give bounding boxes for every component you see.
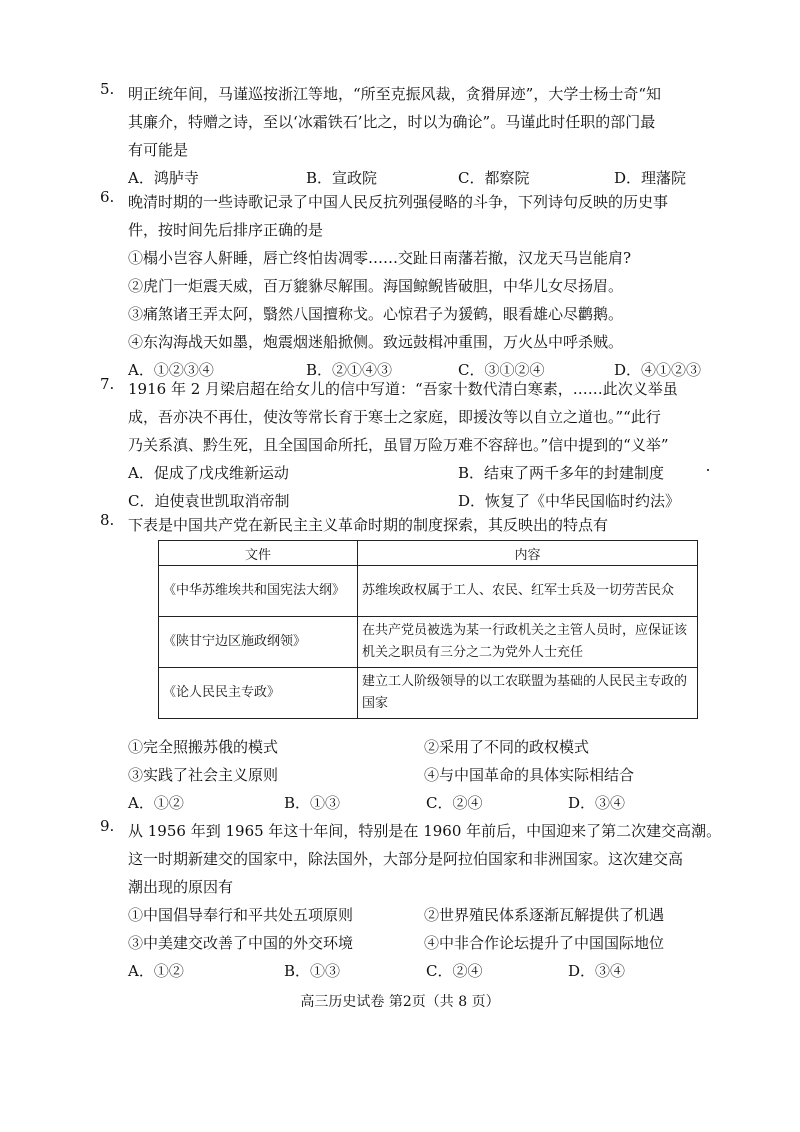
question-text-line: 其廉介，特赠之诗，至以‘冰霜铁石’比之，时以为确论”。马谨此时任职的部门最 — [128, 113, 656, 131]
question-text-line: 下表是中国共产党在新民主主义革命时期的制度探索，其反映出的特点有 — [128, 516, 609, 534]
statement-1: ①榻小岂容人鼾睡，唇亡终怕齿凋零……交趾日南藩若撤，汉龙天马岂能肩? — [128, 249, 632, 267]
question-text-line: 这一时期新建交的国家中，除法国外，大部分是阿拉伯国家和非洲国家。这次建交高 — [128, 850, 684, 868]
question-9 — [100, 817, 722, 985]
option-d[interactable]: D．理藩院 — [614, 169, 687, 187]
statement-3: ③痛煞诸王弄太阿，翳然八国擅称戈。心惊君子为猨鹤，眼看雄心尽鹳鹅。 — [128, 305, 624, 323]
answer-options — [128, 789, 708, 817]
page-footer: 高三历史试卷 第2页（共 8 页） — [300, 994, 500, 1010]
option-a[interactable]: A．①②③④ — [128, 361, 214, 379]
statement-1: ①完全照搬苏俄的模式 — [128, 738, 279, 756]
statement-row — [128, 733, 708, 761]
option-c[interactable]: C．迫使袁世凯取消帝制 — [128, 492, 290, 510]
option-a[interactable]: A．促成了戊戌维新运动 — [128, 464, 289, 482]
statement-row — [128, 901, 708, 929]
question-number: 6. — [100, 188, 115, 206]
statement-2: ②虎门一炬震天威，百万貔貅尽解围。海国鲸鲵皆破胆，中华儿女尽扬眉。 — [128, 277, 624, 295]
table-header-cell: 内容 — [358, 541, 698, 566]
statement-2: ②世界殖民体系逐渐瓦解提供了机遇 — [424, 906, 665, 924]
option-d[interactable]: D．③④ — [568, 794, 626, 812]
table-cell-document: 《中华苏维埃共和国宪法大纲》 — [159, 566, 358, 617]
question-text-line: 晚清时期的一些诗歌记录了中国人民反抗列强侵略的斗争，下列诗句反映的历史事 — [128, 193, 669, 211]
table-row — [159, 617, 698, 668]
table-header-cell: 文件 — [159, 541, 358, 566]
statement-3: ③实践了社会主义原则 — [128, 766, 279, 784]
option-a[interactable]: A．鸿胪寺 — [128, 169, 199, 187]
answer-options — [128, 957, 708, 985]
table-cell-document: 《陕甘宁边区施政纲领》 — [159, 617, 358, 668]
table-cell-content: 在共产党员被选为某一行政机关之主管人员时，应保证该机关之职员有三分之二为党外人士充任 — [358, 617, 698, 668]
statement-4: ④中非合作论坛提升了中国国际地位 — [424, 934, 665, 952]
option-b[interactable]: B．①③ — [284, 794, 341, 812]
option-c[interactable]: C．②④ — [426, 962, 483, 980]
question-number: 9. — [100, 817, 115, 835]
statement-3: ③中美建交改善了中国的外交环境 — [128, 934, 354, 952]
option-a[interactable]: A．①② — [128, 962, 184, 980]
question-text-line: 潮出现的原因有 — [128, 878, 234, 896]
question-number: 8. — [100, 511, 115, 529]
table-row — [159, 566, 698, 617]
answer-options-row — [128, 459, 708, 487]
question-6 — [100, 188, 708, 384]
statement-4: ④东沟海战天如墨，炮震烟迷船掀侧。致远鼓楫冲重围，万火丛中呼杀贼。 — [128, 333, 624, 351]
question-text-line: 成，吾亦决不再仕，使汝等常长育于寒士之家庭，即援汝等以自立之道也。”“此行 — [128, 408, 661, 426]
question-text-line: 从 1956 年到 1965 年这十年间，特别是在 1960 年前后，中国迎来了第二次建交高潮。 — [128, 822, 722, 840]
option-c[interactable]: C．②④ — [426, 794, 483, 812]
option-b[interactable]: B．②①④③ — [306, 361, 393, 379]
option-b[interactable]: B．结束了两千多年的封建制度 — [458, 464, 665, 482]
option-c[interactable]: C．都察院 — [458, 169, 530, 187]
question-5 — [100, 80, 708, 192]
table-header-row — [159, 541, 698, 566]
option-d[interactable]: D．恢复了《中华民国临时约法》 — [458, 492, 681, 510]
statement-4: ④与中国革命的具体实际相结合 — [424, 766, 635, 784]
question-number: 7. — [100, 375, 115, 393]
option-d[interactable]: D．③④ — [568, 962, 626, 980]
question-text-line: 明正统年间，马谨巡按浙江等地，“所至克振风裁，贪猾屏迹”，大学士杨士奇“知 — [128, 85, 662, 103]
question-7 — [100, 375, 708, 515]
question-text-line: 有可能是 — [128, 141, 189, 159]
table-row — [159, 668, 698, 719]
policy-table — [158, 540, 698, 719]
question-8 — [100, 511, 708, 539]
statement-2: ②采用了不同的政权模式 — [424, 738, 590, 756]
table-cell-document: 《论人民民主专政》 — [159, 668, 358, 719]
option-b[interactable]: B．①③ — [284, 962, 341, 980]
statement-row — [128, 761, 708, 789]
statement-1: ①中国倡导奉行和平共处五项原则 — [128, 906, 354, 924]
option-c[interactable]: C．③①②④ — [458, 361, 545, 379]
scan-speck — [707, 469, 709, 471]
question-text-line: 件，按时间先后排序正确的是 — [128, 221, 324, 239]
option-d[interactable]: D．④①②③ — [614, 361, 702, 379]
statement-row — [128, 929, 708, 957]
question-text-line: 1916 年 2 月梁启超在给女儿的信中写道：“吾家十数代清白寒素，……此次义举虽 — [128, 380, 678, 398]
option-b[interactable]: B．宣政院 — [306, 169, 378, 187]
question-8-choices — [128, 733, 708, 817]
table-cell-content: 苏维埃政权属于工人、农民、红军士兵及一切劳苦民众 — [358, 566, 698, 617]
table-cell-content: 建立工人阶级领导的以工农联盟为基础的人民民主专政的国家 — [358, 668, 698, 719]
option-a[interactable]: A．①② — [128, 794, 184, 812]
question-text-line: 乃关系滇、黔生死，且全国国命所托，虽冒万险万难不容辞也。”信中提到的“义举” — [128, 436, 669, 454]
question-number: 5. — [100, 80, 115, 98]
